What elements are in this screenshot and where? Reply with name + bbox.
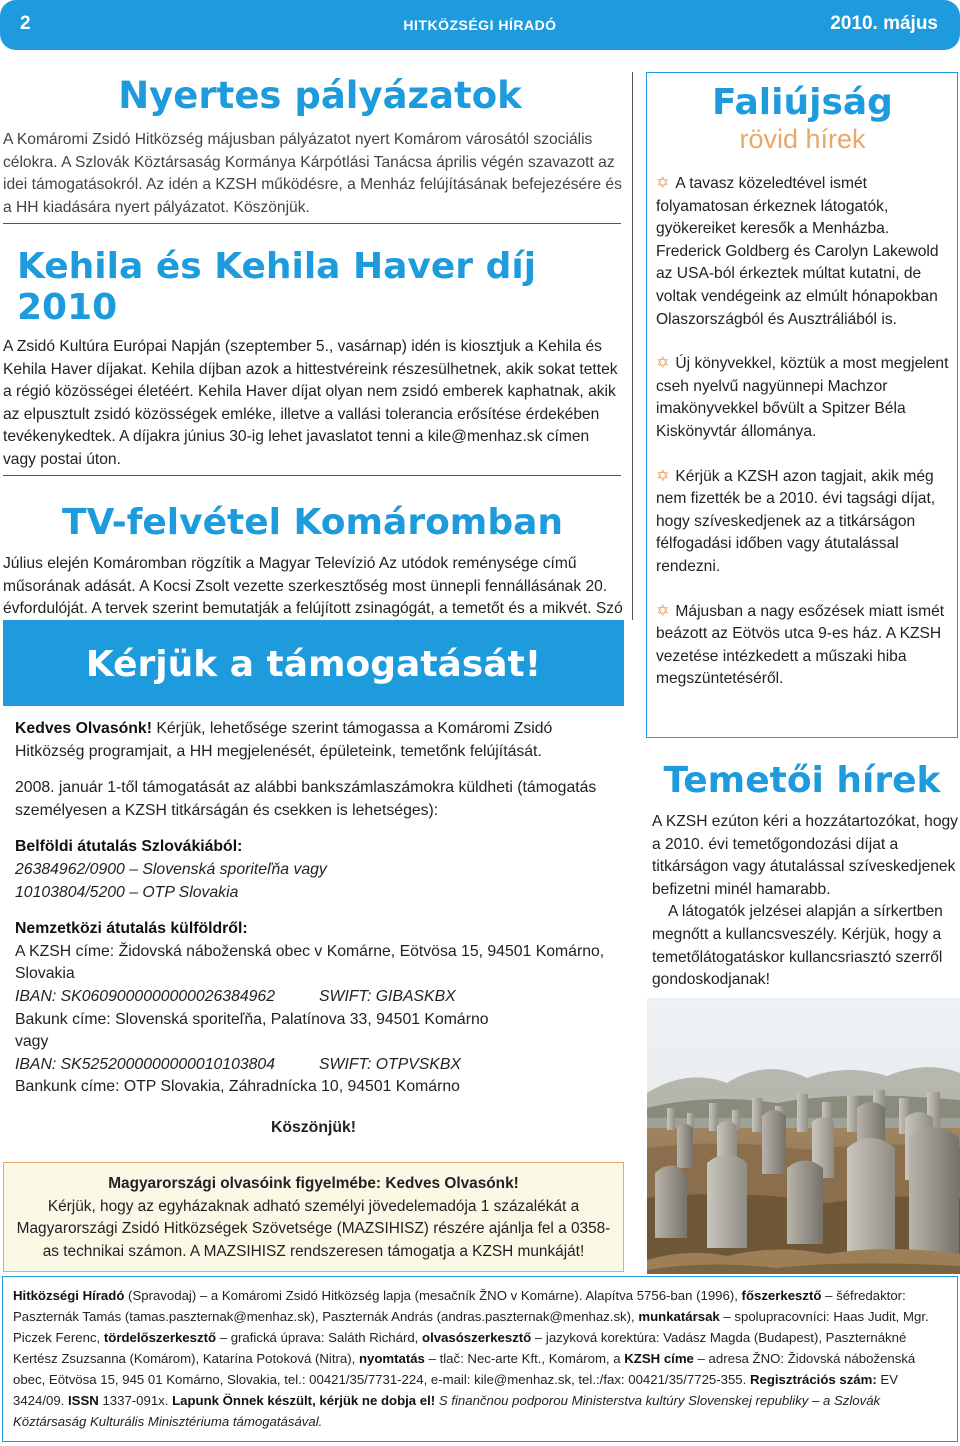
- article-body-nyertes: A Komáromi Zsidó Hitközség májusban pályázatot nyert Komárom városától szociális célokra. A Szlovák Köztársaság Kormánya Kárpótlási Tanácsa április végén szavazott az idei támogatásokról. Az idén a KZSH működésre, a Menház felújításának befejezésére és a HH kiadására nyert pályázatot. Köszönjük.: [3, 131, 622, 216]
- support-thanks: Köszönjük!: [270, 1118, 357, 1136]
- intl-heading: Nemzetközi átutalás külföldről:: [15, 920, 248, 938]
- cemetery-photo: [647, 998, 960, 1274]
- issue-date: 2010. május: [830, 13, 938, 34]
- domestic-account-2: 10103804/5200 – OTP Slovakia: [15, 883, 239, 901]
- page-number: 2: [20, 13, 31, 34]
- temeto-body: [646, 811, 958, 992]
- faliujsag-title: Faliújság: [712, 82, 893, 123]
- faliujsag-subtitle: rövid hírek: [739, 124, 866, 154]
- divider: [3, 223, 621, 224]
- iban-row-2: IBAN: SK5252000000000010103804 SWIFT: OTPVSKBX: [15, 1055, 461, 1073]
- column-divider: [632, 72, 633, 620]
- or-text: vagy: [15, 1033, 49, 1051]
- article-title-nyertes: Nyertes pályázatok: [118, 74, 522, 117]
- star-of-david-icon: ✡: [656, 467, 670, 485]
- bank1-address: Bakunk címe: Slovenská sporiteľňa, Palatínova 33, 94501 Komárno: [15, 1010, 489, 1028]
- article-title-kehila: Kehila és Kehila Haver díj 2010: [17, 246, 537, 328]
- star-of-david-icon: ✡: [656, 355, 670, 373]
- hungary-notice: [3, 1162, 624, 1272]
- support-intro: Kedves Olvasónk! Kérjük, lehetősége szerint támogassa a Komáromi Zsidó Hitközség programjait, a HH megjelenését, épületeink, temetőnk felújítását.: [15, 720, 553, 760]
- article-body-tv: Július elején Komáromban rögzítik a Magyar Televízió Az utódok reménysége című műsorának adását. A Kocsi Zsolt vezette szerkesztőség most ünnepli fennállásának 20. évfordulóját. A tervek szerint bemutatják a felújított zsinagógát, a temetőt és a mikvét. Szó: [3, 555, 623, 617]
- notice-heading: Magyarországi olvasóink figyelmébe: Kedves Olvasónk!: [108, 1175, 519, 1192]
- domestic-heading: Belföldi átutalás Szlovákiából:: [15, 838, 243, 856]
- temeto-para-1: A KZSH ezúton kéri a hozzátartozókat, hogy a 2010. évi temetőgondozási díjat a titkárságon vagy átutalással szíveskedjenek befizetni minél hamarabb.: [652, 813, 958, 898]
- notice-body: Kérjük, hogy az egyházaknak adható személyi jövedelemadója 1 százalékát a Magyarországi Zsidó Hitközségek Szövetsége (MAZSIHISZ) részére ajánlja fel a 0358-as technikai számon. A MAZSIHISZ rendszeresen támogatja a KZSH munkáját!: [16, 1197, 611, 1260]
- news-item: ✡ Kérjük a KZSH azon tagjait, akik még nem fizették be a 2010. évi tagsági díjat, hogy szíveskedjenek az a titkárságon félfogadási időben vagy átutalással rendezni.: [656, 467, 936, 575]
- temeto-title: Temetői hírek: [663, 760, 941, 801]
- article-body-kehila: A Zsidó Kultúra Európai Napján (szeptember 5., vasárnap) idén is kiosztjuk a Kehila és Kehila Haver díjakat. Kehila díjban azok a hittestvéreink részesülhetnek, akik sokat tettek a régió közösségei életéért. Kehila Haver díjat olyan nem zsidó emberek kaphatnak, akik az elpusztult zsidó közösségek emléke, illetve a vallási tolerancia erősítése érdekében tevékenykedtek. A díjakra június 30-ig lehet javaslatot tenni a kile@menhaz.sk címen vagy postai úton.: [3, 338, 618, 468]
- imprint-footer: [2, 1276, 958, 1442]
- support-body: [3, 706, 624, 1140]
- right-column: [646, 72, 958, 992]
- imprint-text: Hitközségi Híradó (Spravodaj) – a Komáromi Zsidó Hitközség lapja (mesačník ŽNO v Komárne). Alapítva 5756-ban (1996), főszerkesztő – šéfredaktor: Paszternák Tamás (tamas.paszternak@menhaz.sk), Paszternák András (andras.paszternak@menhaz.sk), munkatársak – spolupracovníci: Haas Judit, Mgr. Piczek Ferenc, tördelőszerkesztő – grafická úprava: Saláth Richárd, olvasószerkesztő – jazyková korektúra: Vadász Magda (Budapest), Paszternákné Kertész Zsuzsanna (Komárom), Katarína Potoková (Nitra), nyomtatás – tlač: Nec-arte Kft., Komárom, a KZSH címe – adresa ŽNO: Židovská náboženská obec, Eötvösa 15, 945 01 Komárno, Slovakia, tel.: 00421/35/7731-224, e-mail: kile@menhaz.sk, tel.:/fax: 00421/35/7725-355. Regisztrációs szám: EV 3424/09. ISSN 1337-091x. Lapunk Önnek készült, kérjük ne dobja el! S finančnou podporou Ministerstva kultúry Slovenskej republiky – a Szlovák Köztársaság Kulturális Minisztériuma támogatásával.: [13, 1288, 929, 1429]
- iban-row-1: IBAN: SK0609000000000026384962 SWIFT: GIBASKBX: [15, 987, 456, 1005]
- news-item: ✡ A tavasz közeledtével ismét folyamatosan érkeznek látogatók, gyökereiket keresők a Menházba. Frederick Goldberg és Carolyn Lakewold az USA-ból érkeztek múltat kutatni, de voltak vendégeink az elmúlt hónapokban Olaszországból és Ausztráliából is.: [656, 175, 939, 328]
- publication-name: HITKÖZSÉGI HÍRADÓ: [403, 17, 557, 33]
- domestic-account-1: 26384962/0900 – Slovenská sporiteľňa vagy: [15, 860, 327, 878]
- support-section: [3, 620, 624, 1140]
- left-column: [0, 68, 625, 648]
- article-title-tv: TV-felvétel Komáromban: [61, 502, 564, 543]
- divider: [3, 475, 621, 476]
- page-header: [0, 0, 960, 50]
- support-title: Kérjük a támogatását!: [3, 620, 624, 706]
- star-of-david-icon: ✡: [656, 602, 670, 620]
- cemetery-illustration: [647, 998, 960, 1274]
- bank2-address: Bankunk címe: OTP Slovakia, Záhradnícka 10, 94501 Komárno: [15, 1078, 460, 1096]
- kzsh-address: A KZSH címe: Židovská náboženská obec v Komárne, Eötvösa 15, 94501 Komárno, Slovakia: [15, 942, 605, 983]
- temeto-para-2: A látogatók jelzései alapján a sírkertben megnőtt a kullancsveszély. Kérjük, hogy a temetőlátogatáskor kullancsriasztó szerről gondoskodjanak!: [652, 903, 943, 989]
- faliujsag-box: [646, 72, 958, 738]
- support-para2: 2008. január 1-től támogatását az alábbi bankszámlaszámokra küldheti (támogatás személyesen a KZSH titkárságán és csekken is lehetséges):: [15, 779, 597, 819]
- news-item: ✡ Új könyvekkel, köztük a most megjelent cseh nyelvű nagyünnepi Machzor imakönyvekkel bővült a Spitzer Béla Kiskönyvtár állománya.: [656, 355, 949, 440]
- support-greeting: Kedves Olvasónk!: [15, 720, 152, 737]
- star-of-david-icon: ✡: [656, 175, 670, 192]
- news-item: ✡ Májusban a nagy esőzések miatt ismét beázott az Eötvös utca 9-es ház. A KZSH vezetése intézkedett a műszaki hiba megszüntetéséről.: [656, 602, 945, 688]
